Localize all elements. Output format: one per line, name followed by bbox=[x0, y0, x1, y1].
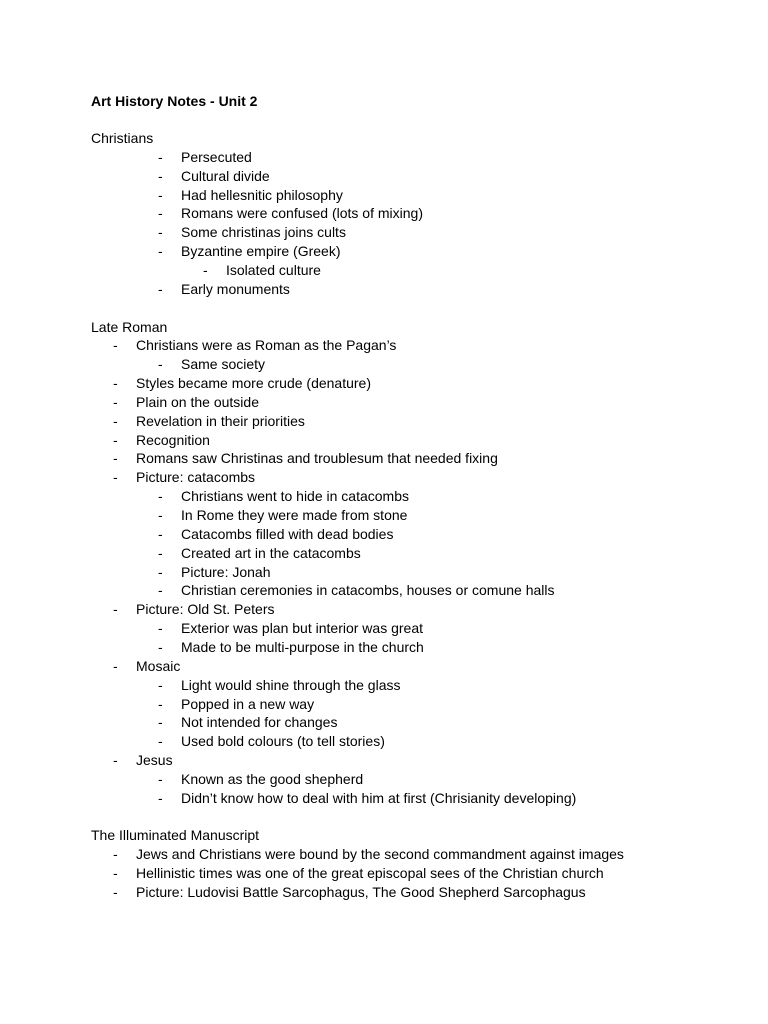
bullet-dash: - bbox=[158, 733, 163, 750]
bullet-dash: - bbox=[113, 469, 118, 486]
list-item-text: In Rome they were made from stone bbox=[181, 507, 408, 523]
list-item-text: Isolated culture bbox=[226, 261, 321, 278]
list-item-text: Some christinas joins cults bbox=[181, 224, 346, 241]
bullet-dash: - bbox=[113, 657, 118, 674]
list-item-text: Known as the good shepherd bbox=[181, 770, 364, 787]
bullet-dash: - bbox=[158, 695, 163, 712]
list-item-text: Jews and Christians were bound by the second commandment against images bbox=[136, 846, 624, 863]
list-item-text: Catacombs filled with dead bodies bbox=[181, 525, 394, 542]
bullet-dash: - bbox=[158, 525, 163, 542]
bullet-dash: - bbox=[158, 148, 163, 165]
bullet-dash: - bbox=[158, 789, 163, 806]
bullet-dash: - bbox=[113, 337, 118, 354]
list-item-text: Mosaic bbox=[136, 657, 181, 674]
list-item-text: Christian ceremonies in catacombs, houses or comune halls bbox=[181, 582, 555, 599]
list-item-text: Same society bbox=[181, 356, 266, 373]
bullet-dash: - bbox=[158, 488, 163, 505]
bullet-dash: - bbox=[113, 412, 118, 429]
bullet-dash: - bbox=[113, 752, 118, 769]
list-item-text: Picture: Ludovisi Battle Sarcophagus, The Good Shepherd Sarcophagus bbox=[136, 884, 586, 900]
list-item-text: Recognition bbox=[136, 431, 210, 448]
list-item-text: Romans saw Christinas and troublesum that needed fixing bbox=[136, 450, 498, 467]
bullet-dash: - bbox=[158, 280, 163, 297]
list-item-text: Didn’t know how to deal with him at first (Chrisianity developing) bbox=[181, 789, 577, 806]
bullet-dash: - bbox=[158, 638, 163, 655]
bullet-dash: - bbox=[113, 884, 118, 900]
section-heading: The Illuminated Manuscript bbox=[91, 827, 260, 844]
bullet-dash: - bbox=[203, 261, 208, 278]
bullet-dash: - bbox=[158, 582, 163, 599]
list-item-text: Styles became more crude (denature) bbox=[136, 375, 371, 392]
bullet-dash: - bbox=[158, 356, 163, 373]
bullet-dash: - bbox=[113, 450, 118, 467]
bullet-dash: - bbox=[158, 714, 163, 731]
list-item-text: Cultural divide bbox=[181, 167, 270, 184]
bullet-dash: - bbox=[158, 770, 163, 787]
bullet-dash: - bbox=[113, 375, 118, 392]
list-item-text: Christians went to hide in catacombs bbox=[181, 488, 409, 505]
document-title: Art History Notes - Unit 2 bbox=[91, 93, 258, 109]
list-item-text: Not intended for changes bbox=[181, 714, 338, 731]
bullet-dash: - bbox=[113, 846, 118, 863]
bullet-dash: - bbox=[113, 393, 118, 410]
list-item-text: Light would shine through the glass bbox=[181, 676, 401, 693]
list-item-text: Created art in the catacombs bbox=[181, 544, 361, 561]
list-item-text: Romans were confused (lots of mixing) bbox=[181, 205, 423, 222]
list-item-text: Hellinistic times was one of the great episcopal sees of the Christian church bbox=[136, 865, 604, 882]
bullet-dash: - bbox=[113, 601, 118, 618]
section-heading: Christians bbox=[91, 130, 154, 146]
bullet-dash: - bbox=[158, 167, 163, 184]
list-item-text: Plain on the outside bbox=[136, 393, 259, 410]
bullet-dash: - bbox=[158, 544, 163, 561]
list-item-text: Had hellesnitic philosophy bbox=[181, 186, 343, 203]
list-item-text: Picture: catacombs bbox=[136, 469, 256, 486]
bullet-dash: - bbox=[158, 186, 163, 203]
list-item-text: Early monuments bbox=[181, 280, 290, 297]
list-item-text: Picture: Old St. Peters bbox=[136, 601, 275, 618]
bullet-dash: - bbox=[158, 620, 163, 637]
bullet-dash: - bbox=[158, 224, 163, 241]
bullet-dash: - bbox=[113, 865, 118, 882]
bullet-dash: - bbox=[158, 205, 163, 222]
list-item-text: Christians were as Roman as the Pagan’s bbox=[136, 337, 397, 354]
list-item-text: Exterior was plan but interior was great bbox=[181, 620, 423, 637]
bullet-dash: - bbox=[158, 507, 163, 523]
list-item-text: Persecuted bbox=[181, 148, 252, 165]
list-item-text: Used bold colours (to tell stories) bbox=[181, 733, 385, 750]
list-item-text: Picture: Jonah bbox=[181, 563, 271, 580]
bullet-dash: - bbox=[158, 243, 163, 260]
bullet-dash: - bbox=[113, 431, 118, 448]
bullet-dash: - bbox=[158, 563, 163, 580]
list-item-text: Byzantine empire (Greek) bbox=[181, 243, 341, 260]
section-heading: Late Roman bbox=[91, 318, 168, 335]
list-item-text: Jesus bbox=[136, 752, 173, 769]
list-item-text: Made to be multi-purpose in the church bbox=[181, 638, 424, 655]
list-item-text: Revelation in their priorities bbox=[136, 412, 305, 429]
bullet-dash: - bbox=[158, 676, 163, 693]
list-item-text: Popped in a new way bbox=[181, 695, 315, 712]
